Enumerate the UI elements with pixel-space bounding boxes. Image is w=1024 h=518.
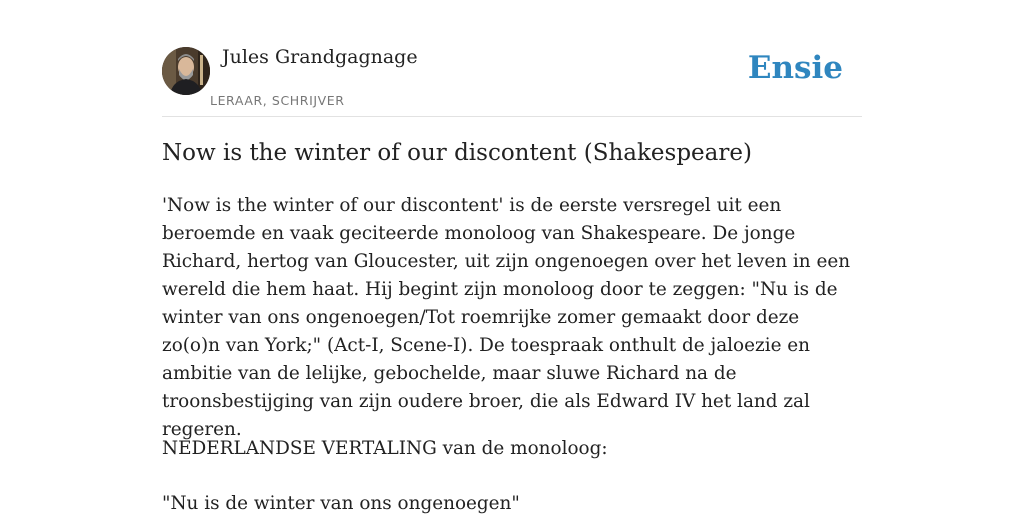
article-title: Now is the winter of our discontent (Shakespeare) bbox=[162, 140, 752, 166]
author-photo-icon bbox=[162, 47, 210, 95]
author-avatar[interactable] bbox=[162, 47, 210, 95]
quote-first-line: "Nu is de winter van ons ongenoegen" bbox=[162, 493, 520, 514]
ensie-logo-link[interactable]: Ensie bbox=[747, 50, 843, 86]
author-header bbox=[162, 0, 862, 117]
article-paragraph: 'Now is the winter of our discontent' is de eerste versregel uit een beroemde en vaak geciteerde monoloog van Shakespeare. De jonge Richard, hertog van Gloucester, uit zijn ongenoegen over het leven in een wereld die hem haat. Hij begint zijn monoloog door te zeggen: "Nu is de winter van ons ongenoegen/Tot roemrijke zomer gemaakt door deze zo(o)n van York;" (Act-I, Scene-I). De toespraak onthult de jaloezie en ambitie van de lelijke, gebochelde, maar sluwe Richard na de troonsbestijging van zijn oudere broer, die als Edward IV het land zal regeren. bbox=[162, 195, 851, 440]
article-page bbox=[162, 0, 862, 514]
author-role: LERAAR, SCHRIJVER bbox=[210, 93, 345, 108]
author-name[interactable]: Jules Grandgagnage bbox=[222, 46, 418, 68]
translation-heading: NEDERLANDSE VERTALING van de monoloog: bbox=[162, 438, 608, 459]
